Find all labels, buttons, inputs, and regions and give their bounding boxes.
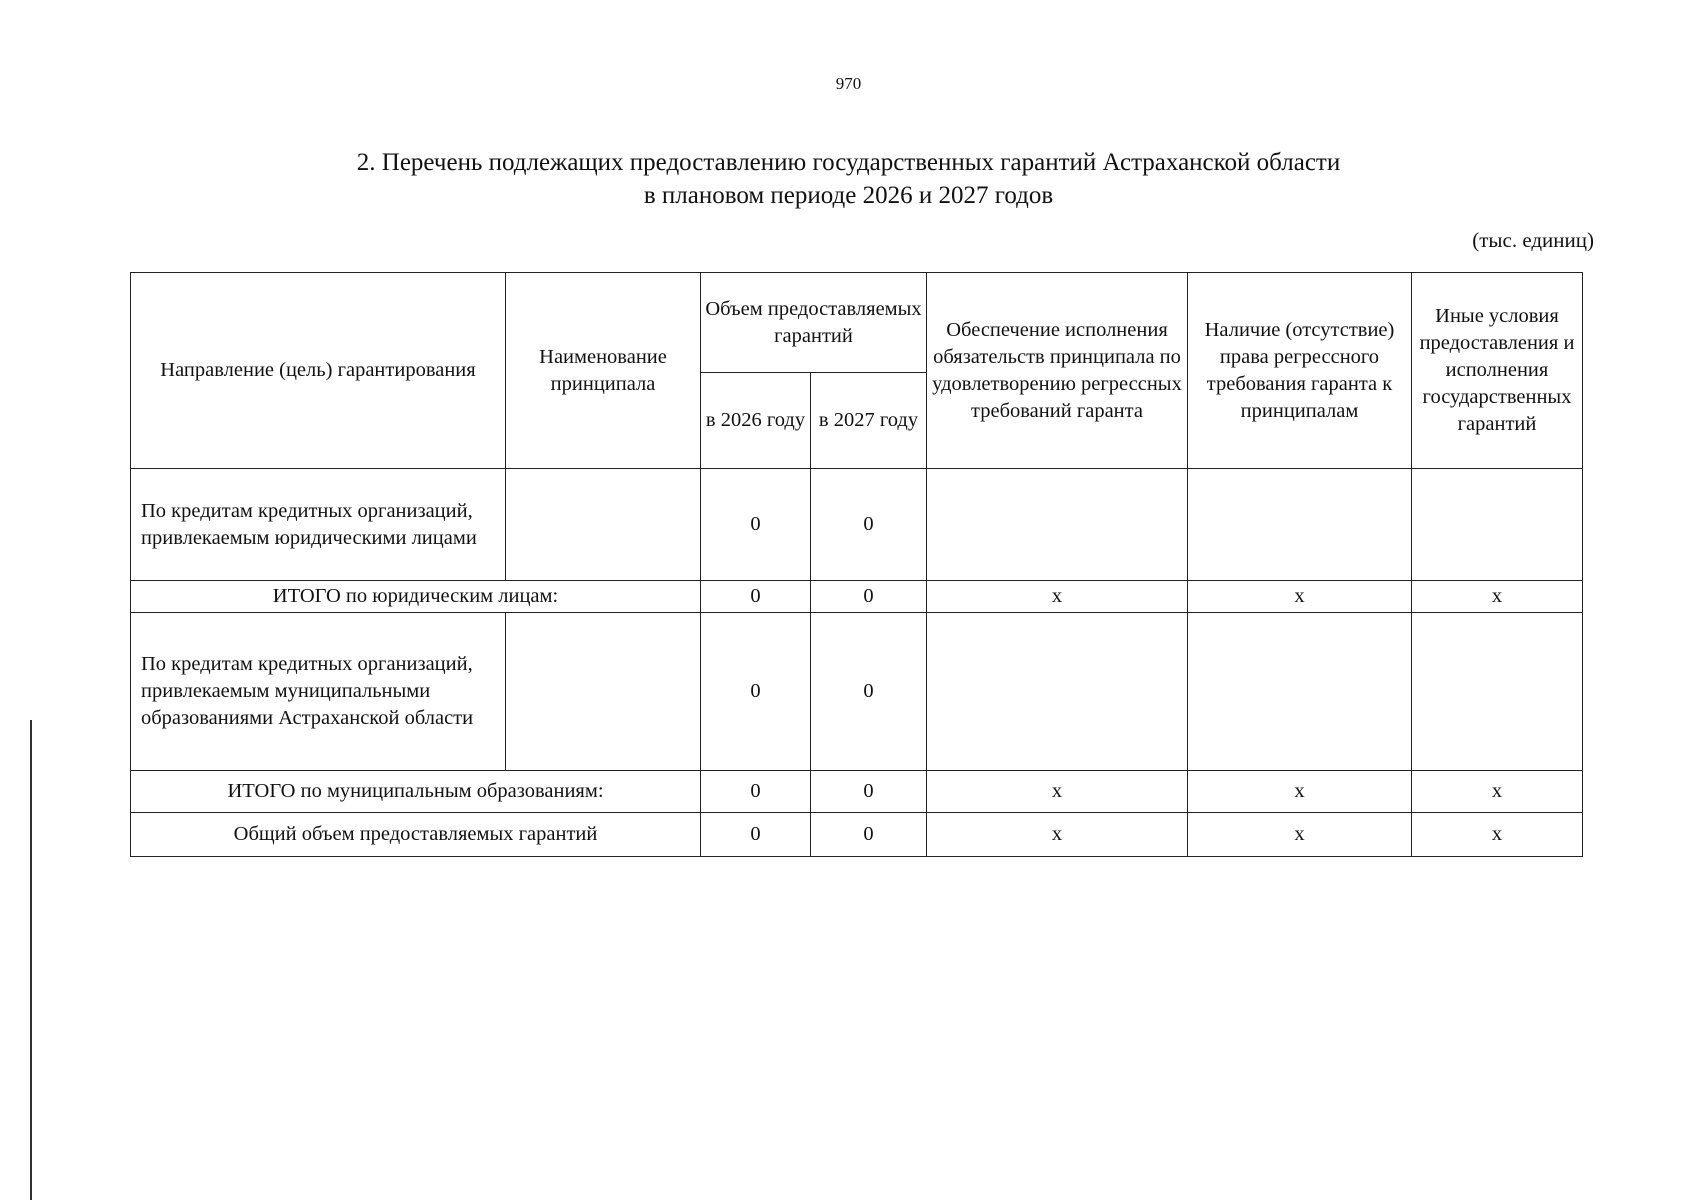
header-other-conditions: Иные условия предоставления и исполнения государственных гарантий xyxy=(1412,273,1583,469)
cell-2027: 0 xyxy=(811,469,927,581)
cell-security: х xyxy=(927,813,1188,857)
cell-regress: х xyxy=(1188,581,1412,613)
cell-other xyxy=(1412,469,1583,581)
cell-regress xyxy=(1188,469,1412,581)
table-row-total-legal xyxy=(131,581,1583,613)
header-principal: Наименование принципала xyxy=(506,273,701,469)
cell-principal xyxy=(506,613,701,771)
cell-total-label: ИТОГО по юридическим лицам: xyxy=(131,581,701,613)
cell-regress: х xyxy=(1188,771,1412,813)
document-title xyxy=(0,146,1697,212)
cell-2027: 0 xyxy=(811,613,927,771)
cell-2026: 0 xyxy=(701,613,811,771)
scan-margin-line xyxy=(30,720,32,1200)
units-label: (тыс. единиц) xyxy=(1472,228,1594,252)
cell-grand-total-label: Общий объем предоставляемых гарантий xyxy=(131,813,701,857)
table-row-legal-entities xyxy=(131,469,1583,581)
cell-other xyxy=(1412,613,1583,771)
cell-2027: 0 xyxy=(811,581,927,613)
cell-regress xyxy=(1188,613,1412,771)
table-row-municipal xyxy=(131,613,1583,771)
cell-other: х xyxy=(1412,581,1583,613)
cell-direction: По кредитам кредитных организаций, привлекаемым юридическими лицами xyxy=(131,469,506,581)
cell-principal xyxy=(506,469,701,581)
page-number: 970 xyxy=(835,74,862,93)
cell-other: х xyxy=(1412,771,1583,813)
header-volume: Объем предоставляемых гарантий xyxy=(701,273,927,373)
cell-security: х xyxy=(927,581,1188,613)
cell-security xyxy=(927,469,1188,581)
guarantees-table xyxy=(130,272,1583,857)
cell-2026: 0 xyxy=(701,813,811,857)
header-row-top xyxy=(131,273,1583,373)
cell-2027: 0 xyxy=(811,771,927,813)
header-year-2026: в 2026 году xyxy=(701,373,811,469)
header-security: Обеспечение исполнения обязательств принципала по удовлетворению регрессных требований гаранта xyxy=(927,273,1188,469)
cell-direction: По кредитам кредитных организаций, привлекаемым муниципальными образованиями Астраханской области xyxy=(131,613,506,771)
cell-regress: х xyxy=(1188,813,1412,857)
cell-total-label: ИТОГО по муниципальным образованиям: xyxy=(131,771,701,813)
cell-2027: 0 xyxy=(811,813,927,857)
cell-other: х xyxy=(1412,813,1583,857)
table-row-grand-total xyxy=(131,813,1583,857)
cell-security xyxy=(927,613,1188,771)
title-line-1: 2. Перечень подлежащих предоставлению государственных гарантий Астраханской области xyxy=(356,149,1341,176)
cell-2026: 0 xyxy=(701,581,811,613)
header-regress: Наличие (отсутствие) права регрессного требования гаранта к принципалам xyxy=(1188,273,1412,469)
cell-2026: 0 xyxy=(701,771,811,813)
header-year-2027: в 2027 году xyxy=(811,373,927,469)
cell-2026: 0 xyxy=(701,469,811,581)
header-direction: Направление (цель) гарантирования xyxy=(131,273,506,469)
table-row-total-municipal xyxy=(131,771,1583,813)
title-line-2: в плановом периоде 2026 и 2027 годов xyxy=(643,182,1054,209)
cell-security: х xyxy=(927,771,1188,813)
